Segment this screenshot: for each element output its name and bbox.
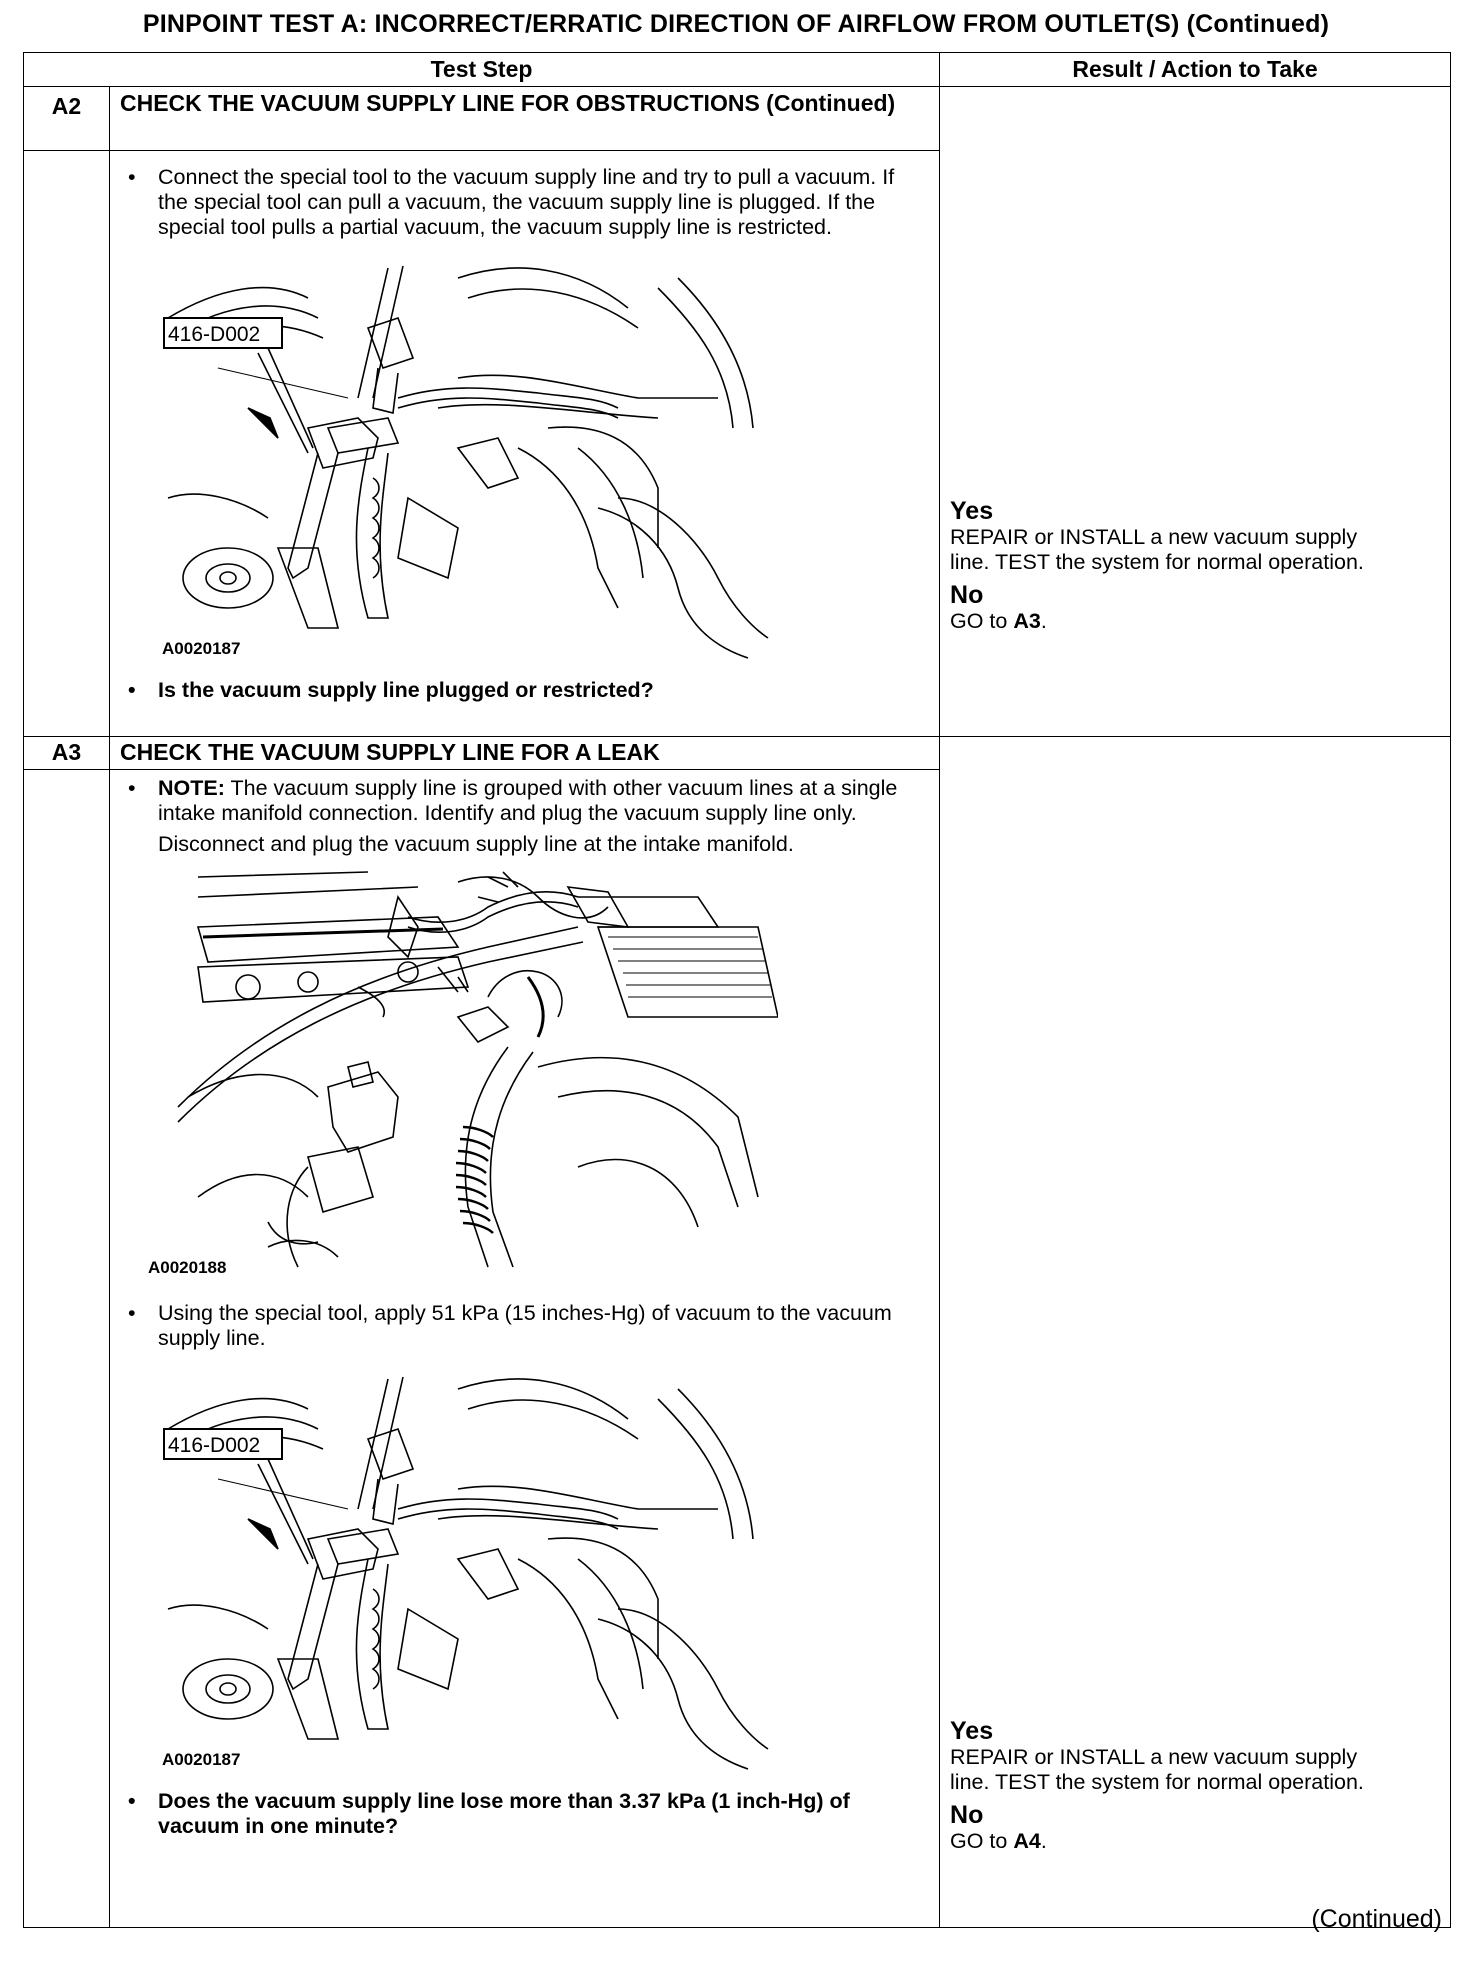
step-title-a2: CHECK THE VACUUM SUPPLY LINE FOR OBSTRUCTIONS (Continued) xyxy=(110,87,940,151)
step-a3-title-row xyxy=(24,737,1451,770)
step-id-a3: A3 xyxy=(24,737,110,770)
no-target-a2: A3 xyxy=(1013,609,1041,633)
result-cell-a3 xyxy=(940,737,1451,1928)
continued-footer: (Continued) xyxy=(1311,1905,1442,1933)
page-title: PINPOINT TEST A: INCORRECT/ERRATIC DIRECTION OF AIRFLOW FROM OUTLET(S) (Continued) xyxy=(142,10,1330,38)
figure-id-a3-2: A0020187 xyxy=(162,1750,241,1769)
question-a3: • Does the vacuum supply line lose more than 3.37 kPa (1 inch-Hg) of vacuum in one minute? xyxy=(128,1789,850,1838)
no-target-a3: A4 xyxy=(1013,1829,1041,1853)
figure-a0020187-a2 xyxy=(158,248,778,668)
figure-id-a3-1: A0020188 xyxy=(148,1258,227,1277)
step-a3-id-spacer xyxy=(24,770,110,1928)
pinpoint-test-table xyxy=(23,52,1451,1928)
engine-vacuum-tool-illustration-2 xyxy=(158,1359,778,1779)
no-text-a2: GO to A3. xyxy=(950,609,1047,633)
step-a2-body xyxy=(110,151,940,737)
note-label: NOTE: xyxy=(158,776,225,800)
result-a3 xyxy=(950,1717,1390,1854)
yes-text-a2: REPAIR or INSTALL a new vacuum supply line. TEST the system for normal operation. xyxy=(950,525,1364,574)
instruction-a3: • Using the special tool, apply 51 kPa (15 inches-Hg) of vacuum to the vacuum supply line. xyxy=(128,1301,892,1350)
question-a2: • Is the vacuum supply line plugged or restricted? xyxy=(128,678,654,702)
result-a2 xyxy=(950,497,1390,634)
figure-a0020188 xyxy=(148,867,778,1277)
no-label-a3: No xyxy=(950,1801,984,1829)
yes-label-a3: Yes xyxy=(950,1717,994,1745)
note-a3: • NOTE: The vacuum supply line is grouped with other vacuum lines at a single intake manifold connection. Identify and plug the vacuum supply line only. Disconnect and plug the vacuum supply line at the intake manifold. xyxy=(120,776,925,857)
yes-label-a2: Yes xyxy=(950,497,994,525)
result-cell-a2 xyxy=(940,87,1451,737)
note-action-a3: Disconnect and plug the vacuum supply line at the intake manifold. xyxy=(158,832,794,856)
step-a2-id-spacer xyxy=(24,151,110,737)
step-a2-title-row xyxy=(24,87,1451,151)
step-id-a2: A2 xyxy=(24,87,110,151)
engine-vacuum-tool-illustration xyxy=(158,248,778,668)
table-header-row xyxy=(24,53,1451,87)
tool-callout-a2: 416-D002 xyxy=(168,323,261,346)
figure-a0020187-a3 xyxy=(158,1359,778,1779)
tool-callout-a3: 416-D002 xyxy=(168,1434,261,1457)
step-a3-body xyxy=(110,770,940,1928)
figure-id-a2: A0020187 xyxy=(162,639,241,658)
no-label-a2: No xyxy=(950,581,984,609)
test-step-header: Test Step xyxy=(24,53,940,87)
result-header: Result / Action to Take xyxy=(940,53,1451,87)
no-text-a3: GO to A4. xyxy=(950,1829,1047,1853)
intake-manifold-illustration xyxy=(158,867,778,1277)
yes-text-a3: REPAIR or INSTALL a new vacuum supply line. TEST the system for normal operation. xyxy=(950,1745,1364,1794)
instruction-a2: • Connect the special tool to the vacuum supply line and try to pull a vacuum. If the special tool can pull a vacuum, the vacuum supply line is plugged. If the special tool pulls a partial vacuum, the vacuum supply line is restricted. xyxy=(128,165,895,239)
step-title-a3: CHECK THE VACUUM SUPPLY LINE FOR A LEAK xyxy=(110,737,940,770)
